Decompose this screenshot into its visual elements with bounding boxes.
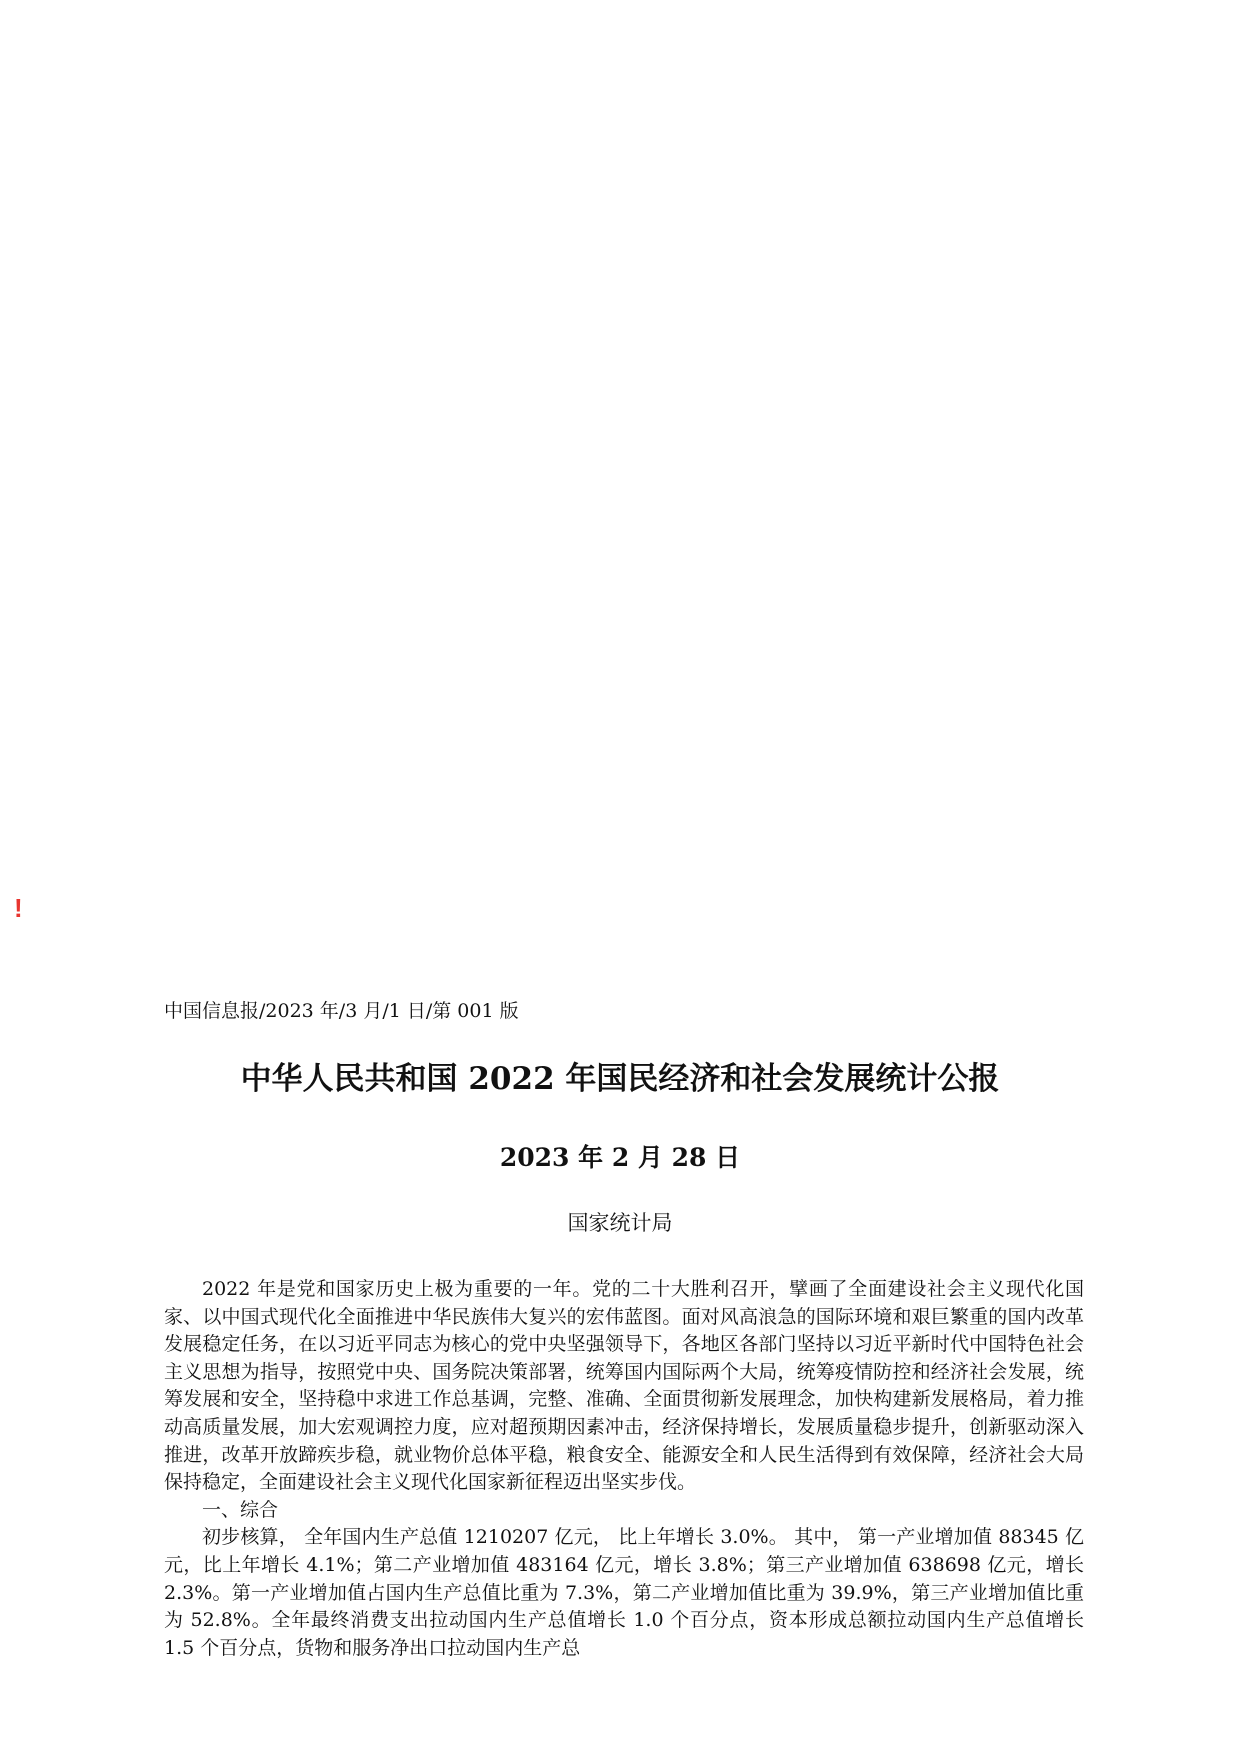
- publication-date: 2023 年 2 月 28 日: [499, 1143, 741, 1172]
- section-paragraph: 初步核算， 全年国内生产总值 1210207 亿元， 比上年增长 3.0%。 其中， 第一产业增加值 88345 亿元，比上年增长 4.1%；第二产业增加值 483164 亿元，增长 3.8%；第三产业增加值 638698 亿元，增长 2.3%。第一产业增加值占国内生产总值比重为 7.3%，第二产业增加值比重为 39.9%，第三产业增加值比重为 52.8%。全年最终消费支出拉动国内生产总值增长 1.0 个百分点，资本形成总额拉动国内生产总值增长 1.5 个百分点，货物和服务净出口拉动国内生产总: [164, 1526, 1084, 1659]
- margin-exclamation-mark: !: [14, 893, 23, 923]
- newspaper-source-line: 中国信息报/2023 年/3 月/1 日/第 001 版: [164, 1000, 519, 1022]
- intro-paragraph: 2022 年是党和国家历史上极为重要的一年。党的二十大胜利召开，擘画了全面建设社会主义现代化国家、以中国式现代化全面推进中华民族伟大复兴的宏伟蓝图。面对风高浪急的国际环境和艰巨繁重的国内改革发展稳定任务，在以习近平同志为核心的党中央坚强领导下，各地区各部门坚持以习近平新时代中国特色社会主义思想为指导，按照党中央、国务院决策部署，统筹国内国际两个大局，统筹疫情防控和经济社会发展，统筹发展和安全，坚持稳中求进工作总基调，完整、准确、全面贯彻新发展理念，加快构建新发展格局，着力推动高质量发展，加大宏观调控力度，应对超预期因素冲击，经济保持增长，发展质量稳步提升，创新驱动深入推进，改革开放蹄疾步稳，就业物价总体平稳，粮食安全、能源安全和人民生活得到有效保障，经济社会大局保持稳定，全面建设社会主义现代化国家新征程迈出坚实步伐。: [164, 1278, 1084, 1494]
- article-body: [164, 1276, 1084, 1662]
- section-heading: 一、综合: [202, 1498, 279, 1521]
- document-title: 中华人民共和国 2022 年国民经济和社会发展统计公报: [240, 1061, 1000, 1097]
- issuing-authority: 国家统计局: [567, 1211, 673, 1235]
